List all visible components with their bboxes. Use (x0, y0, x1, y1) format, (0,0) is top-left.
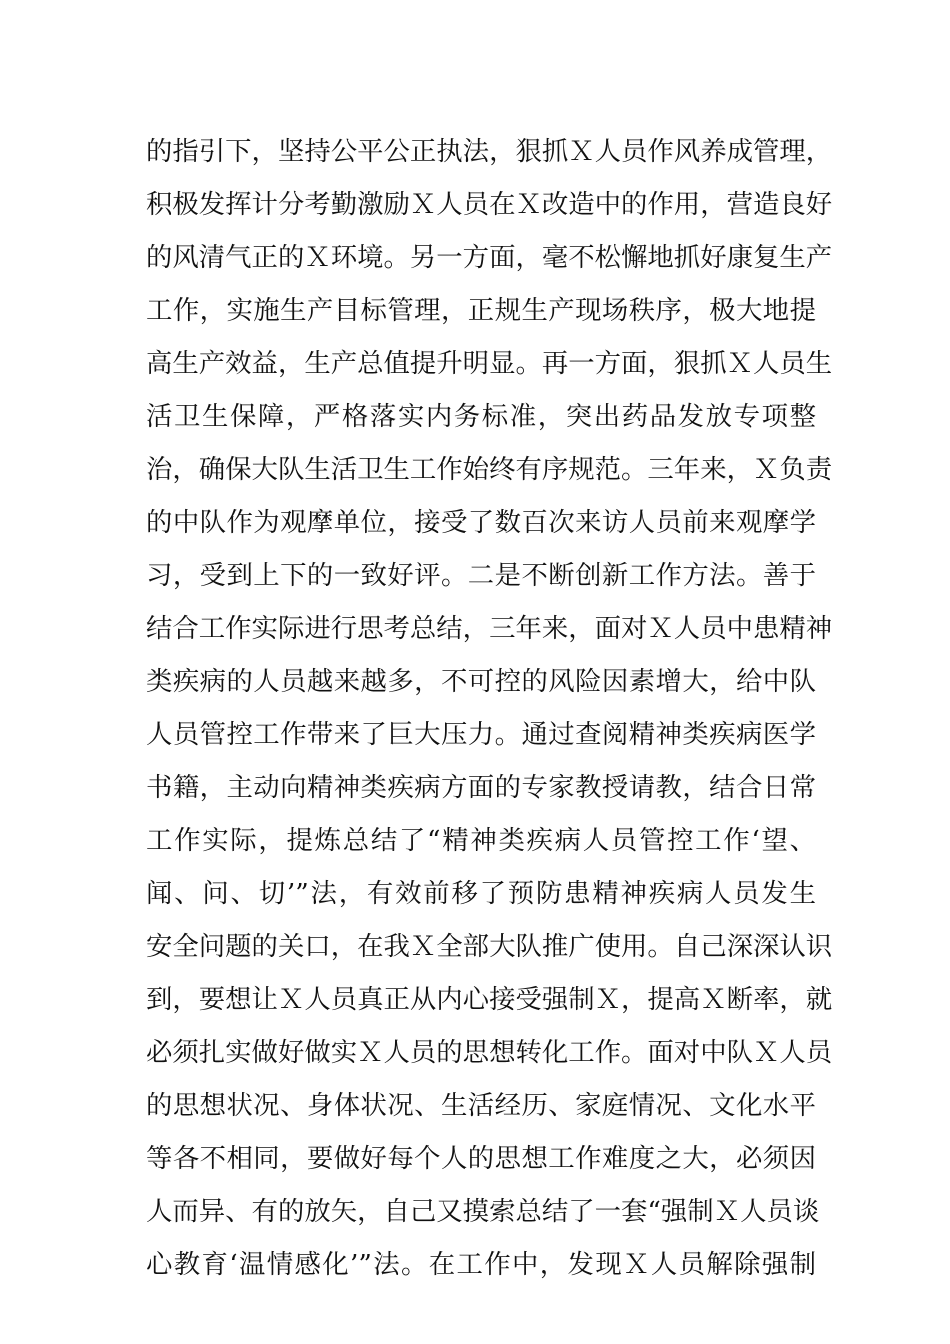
text-line: 心教育‘温情感化’”法。在工作中，发现Ｘ人员解除强制 (146, 1249, 816, 1280)
text-line: 安全问题的关口，在我Ｘ全部大队推广使用。自己深深认识 (146, 931, 833, 962)
text-line: 活卫生保障，严格落实内务标准，突出药品发放专项整 (146, 401, 816, 432)
text-line: 的指引下，坚持公平公正执法，狠抓Ｘ人员作风养成管理， (146, 136, 833, 167)
text-line: 的中队作为观摩单位，接受了数百次来访人员前来观摩学 (146, 507, 816, 538)
text-line: 结合工作实际进行思考总结，三年来，面对Ｘ人员中患精神 (146, 613, 833, 644)
text-line: 的思想状况、身体状况、生活经历、家庭情况、文化水平 (146, 1090, 816, 1121)
text-line: 工作，实施生产目标管理，正规生产现场秩序，极大地提 (146, 295, 816, 326)
text-line: 类疾病的人员越来越多，不可控的风险因素增大，给中队 (146, 666, 816, 697)
body-paragraph (146, 125, 833, 1291)
text-line: 的风清气正的Ｘ环境。另一方面，毫不松懈地抓好康复生产 (146, 242, 833, 273)
text-line: 闻、问、切’”法，有效前移了预防患精神疾病人员发生 (146, 878, 816, 909)
text-line: 人而异、有的放矢，自己又摸索总结了一套“强制Ｘ人员谈 (146, 1196, 820, 1227)
text-line: 人员管控工作带来了巨大压力。通过查阅精神类疾病医学 (146, 719, 816, 750)
text-line: 到，要想让Ｘ人员真正从内心接受强制Ｘ，提高Ｘ断率，就 (146, 984, 833, 1015)
text-line: 书籍，主动向精神类疾病方面的专家教授请教，结合日常 (146, 772, 816, 803)
text-line: 高生产效益，生产总值提升明显。再一方面，狠抓Ｘ人员生 (146, 348, 833, 379)
text-line: 治，确保大队生活卫生工作始终有序规范。三年来，Ｘ负责 (146, 454, 833, 485)
text-line: 等各不相同，要做好每个人的思想工作难度之大，必须因 (146, 1143, 816, 1174)
text-line: 积极发挥计分考勤激励Ｘ人员在Ｘ改造中的作用，营造良好 (146, 189, 833, 220)
text-line: 必须扎实做好做实Ｘ人员的思想转化工作。面对中队Ｘ人员 (146, 1037, 833, 1068)
text-line: 工作实际，提炼总结了“精神类疾病人员管控工作‘望、 (146, 825, 816, 856)
text-line: 习，受到上下的一致好评。二是不断创新工作方法。善于 (146, 560, 816, 591)
